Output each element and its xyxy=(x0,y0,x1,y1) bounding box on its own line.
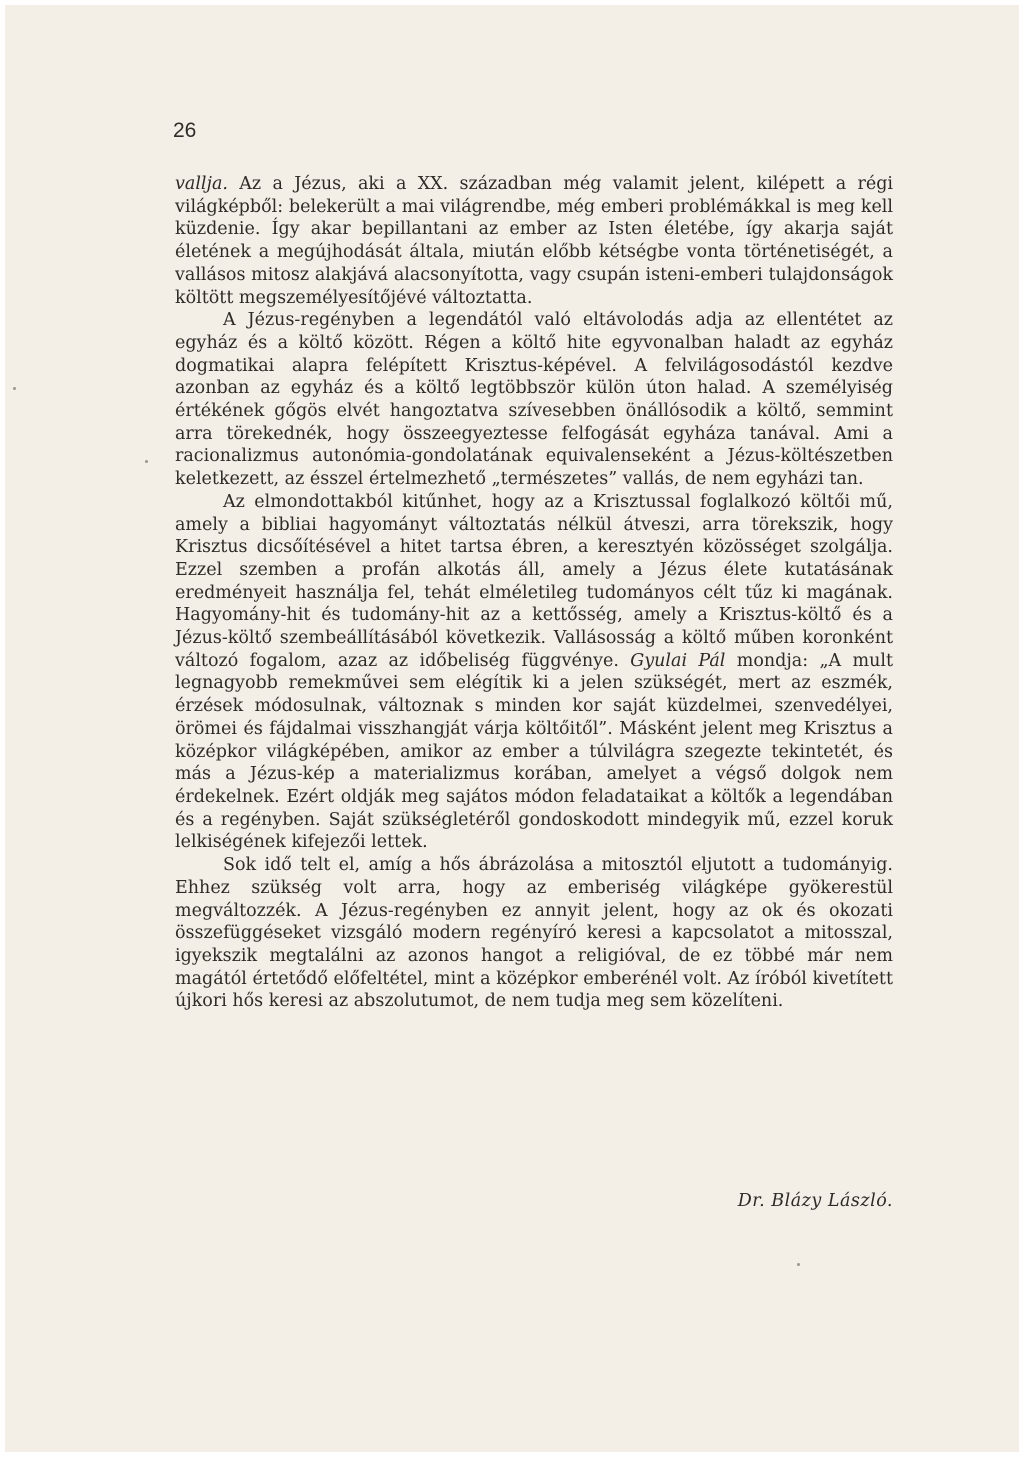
paper-speck xyxy=(797,1263,800,1266)
paragraph-4: Sok idő telt el, amíg a hős ábrázolása a mitosztól eljutott a tudományig. Ehhez szükség volt arra, hogy az emberiség világképe gyökerestül megváltozzék. A Jézus-regényben ez annyit jelent, hogy az ok és okozati összefüggéseket vizsgáló modern regényíró keresi a kapcsolatot a mitosszal, igyekszik megtalálni az azonos hangot a religióval, de ez többé már nem magától értetődő előfeltétel, mint a középkor emberénél volt. Az íróból kivetített újkori hős keresi az abszolutumot, de nem tudja meg sem közelíteni. xyxy=(175,855,893,1012)
page-number: 26 xyxy=(173,119,197,142)
paragraph-1 xyxy=(175,173,893,309)
body-text xyxy=(175,173,893,1013)
paragraph-2: A Jézus-regényben a legendától való eltávolodás adja az ellentétet az egyház és a költő között. Régen a költő hite egyvonalban haladt az egyház dogmatikai alapra felépített Krisztus-képével. A felvilágosodástól kezdve azonban az egyház és a költő legtöbbször külön úton halad. A személyiség értékének gőgös elvét hangoztatva szívesebben önállósodik a költő, semmint arra törekednék, hogy összeegyeztesse felfogását egyháza tanával. Ami a racionalizmus autonómia-gondolatának equivalenseként a Jézus-költészetben keletkezett, az ésszel értelmezhető „természetes” vallás, de nem egyházi tan. xyxy=(175,310,893,490)
signature: Dr. Blázy László. xyxy=(737,1191,893,1211)
paragraph-3-text-b: mondja: „A mult legnagyobb remekművei sem elégítik ki a jelen szükségét, mert az eszmék, érzések módosulnak, változnak s minden kor saját küzdelmei, szenvedélyei, örömei és fájdalmai visszhangját várja költőitől”. Másként jelent meg Krisztus a középkor világképében, amikor az ember a túlvilágra szegezte tekintetét, és más a Jézus-kép a materializmus korában, amelyet a végső dolgok nem érdekelnek. Ezért oldják meg sajátos módon feladataikat a költők a legendában és a regényben. Saját szükségletéről gondoskodott mindegyik mű, ezzel koruk lelkiségének kifejezői lettek. xyxy=(175,650,893,853)
paper-speck xyxy=(145,460,148,463)
paper-speck xyxy=(13,387,16,390)
paragraph-3-text-a: Az elmondottakból kitűnhet, hogy az a Krisztussal foglalkozó költői mű, amely a bibliai hagyományt változtatás nélkül átveszi, arra törekszik, hogy Krisztus dicsőítésével a hitet tartsa ébren, a keresztyén közösséget szolgálja. Ezzel szemben a profán alkotás áll, amely a Jézus élete kutatásának eredményeit használja fel, tehát elméletileg tudományos célt tűz ki magának. Hagyomány-hit és tudomány-hit az a kettősség, amely a Krisztus-költő és a Jézus-költő szembeállításából következik. Vallásosság a költő műben koronként változó fogalom, azaz az időbeliség függvénye. xyxy=(175,491,893,671)
paragraph-3 xyxy=(175,491,893,854)
opening-word: vallja. xyxy=(175,174,228,194)
document-page xyxy=(5,5,1019,1452)
paragraph-1-text: Az a Jézus, aki a XX. században még valamit jelent, kilépett a régi világképből: belekerült a mai világrendbe, még emberi problémákkal is meg kell küzdenie. Így akar bepillantani az ember az Isten életébe, így akarja saját életének a megújhodását általa, miután előbb kétségbe vonta történetiségét, a vallásos mitosz alakjává alacsonyította, vagy csupán isteni-emberi tulajdonságok költött megszemélyesítőjévé változtatta. xyxy=(175,174,893,308)
author-name: Gyulai Pál xyxy=(630,650,726,671)
